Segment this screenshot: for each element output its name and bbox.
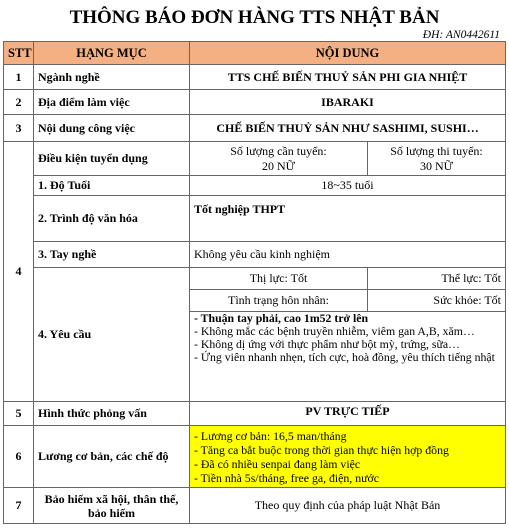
recruit-quantity xyxy=(190,142,368,176)
age-label: 1. Độ Tuổi xyxy=(34,176,190,196)
interview-format-value: PV TRỰC TIẾP xyxy=(190,402,506,426)
conditions-label: Điều kiện tuyển dụng xyxy=(34,142,190,176)
table-row xyxy=(4,268,506,290)
row-number: 7 xyxy=(4,488,34,524)
requirement-item: - Thuận tay phải, cao 1m52 trở lên xyxy=(194,311,369,325)
row-label: Lương cơ bản, các chế độ xyxy=(34,426,190,488)
table-row xyxy=(4,90,506,115)
row-number: 4 xyxy=(4,142,34,402)
table-header xyxy=(4,42,506,65)
benefit-item: - Đã có nhiều senpai đang làm việc xyxy=(194,456,361,471)
benefit-item: - Lương cơ bản: 16,5 man/tháng xyxy=(194,428,347,443)
insurance-value: Theo quy định của pháp luật Nhật Bản xyxy=(190,488,506,524)
header-stt: STT xyxy=(4,42,34,65)
row-label: Địa điểm làm việc xyxy=(34,90,190,115)
exam-quantity-value: 30 NỮ xyxy=(420,158,453,173)
row-label: Ngành nghề xyxy=(34,65,190,90)
row-number: 6 xyxy=(4,426,34,488)
row-number: 1 xyxy=(4,65,34,90)
education-value: Tốt nghiệp THPT xyxy=(190,196,506,242)
skill-value: Không yêu cầu kinh nghiệm xyxy=(190,242,506,268)
row-number: 5 xyxy=(4,402,34,426)
table-row xyxy=(4,65,506,90)
salary-benefits xyxy=(190,426,506,488)
requirement-item: - Không mắc các bệnh truyền nhiễm, viêm gan A,B, xăm… xyxy=(194,324,475,338)
table-row xyxy=(4,115,506,142)
education-label: 2. Trình độ văn hóa xyxy=(34,196,190,242)
order-id: ĐH: AN0442611 xyxy=(422,29,500,41)
marital-status: Tình trạng hôn nhân: xyxy=(190,290,368,312)
row-number: 3 xyxy=(4,115,34,142)
row-number: 2 xyxy=(4,90,34,115)
physical-strength: Thể lực: Tốt xyxy=(368,268,506,290)
row-label: Nội dung công việc xyxy=(34,115,190,142)
requirements-label: 4. Yêu cầu xyxy=(34,268,190,402)
table-row xyxy=(4,142,506,176)
recruit-quantity-label: Số lượng cần tuyển: xyxy=(230,143,327,158)
table-row xyxy=(4,426,506,488)
table-row xyxy=(4,242,506,268)
requirement-item: - Không dị ứng với thực phẩm như bột mỳ, trứng, sữa… xyxy=(194,337,460,351)
work-location-value: IBARAKI xyxy=(190,90,506,115)
job-field-value: TTS CHẾ BIẾN THUỶ SẢN PHI GIA NHIỆT xyxy=(190,65,506,90)
table-row xyxy=(4,402,506,426)
table-row xyxy=(4,196,506,242)
requirement-item: - Ứng viên nhanh nhẹn, tích cực, hoà đồng, yêu thích tiếng nhật xyxy=(194,350,495,364)
row-label: Hình thức phỏng vấn xyxy=(34,402,190,426)
recruit-quantity-value: 20 NỮ xyxy=(262,158,295,173)
eyesight: Thị lực: Tốt xyxy=(190,268,368,290)
benefit-item: - Tiền nhà 5s/tháng, free ga, điện, nước xyxy=(194,470,379,485)
order-table xyxy=(3,41,506,524)
row-label: Bảo hiểm xã hội, thân thể, bảo hiểm xyxy=(34,488,190,524)
header-content: NỘI DUNG xyxy=(190,42,506,65)
page-title: THÔNG BÁO ĐƠN HÀNG TTS NHẬT BẢN xyxy=(69,7,440,28)
job-content-value: CHẾ BIẾN THUỶ SẢN NHƯ SASHIMI, SUSHI… xyxy=(190,115,506,142)
skill-label: 3. Tay nghề xyxy=(34,242,190,268)
table-row xyxy=(4,488,506,524)
benefit-item: - Tăng ca bắt buộc trong thời gian thực hiện hợp đồng xyxy=(194,442,449,457)
exam-quantity xyxy=(368,142,506,176)
exam-quantity-label: Số lượng thi tuyển: xyxy=(390,143,483,158)
table-row xyxy=(4,176,506,196)
age-value: 18~35 tuổi xyxy=(190,176,506,196)
header-category: HẠNG MỤC xyxy=(34,42,190,65)
requirements-list xyxy=(190,312,506,402)
health: Sức khỏe: Tốt xyxy=(368,290,506,312)
